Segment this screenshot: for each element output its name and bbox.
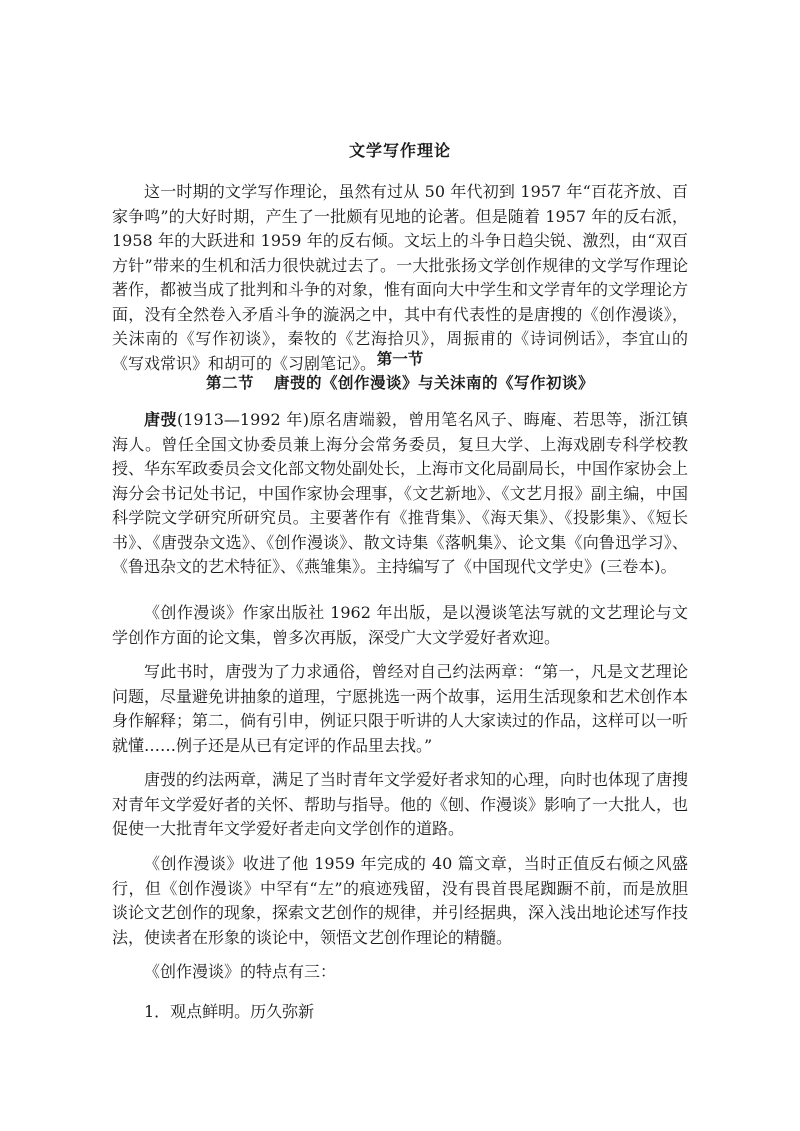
biography-name: 唐弢 xyxy=(144,410,177,429)
section-two-heading xyxy=(0,371,800,395)
biography-text: (1913—1992 年)原名唐端毅，曾用笔名风子、晦庵、若思等，浙江镇海人。曾任全国文协委员兼上海分会常务委员，复旦大学、上海戏剧专科学校教授、华东军政委员会文化部文物处副处长，上海市文化局副局长，中国作家协会上海分会书记处书记，中国作家协会理事，《文艺新地》、《文艺月报》副主编，中国科学院文学研究所研究员。主要著作有《推背集》、《海天集》、《投影集》、《短长书》、《唐弢杂文选》、《创作漫谈》、散文诗集《落帆集》、论文集《向鲁迅学习》、《鲁迅杂文的艺术特征》、《燕雏集》。主持编写了《中国现代文学史》(三卷本)。 xyxy=(112,410,689,576)
intro-paragraph: 这一时期的文学写作理论，虽然有过从 50 年代初到 1957 年“百花齐放、百家争鸣”的大好时期，产生了一批颇有见地的论著。但是随着 1957 年的反右派，1958 年的大跃进和 1959 年的反右倾。文坛上的斗争日趋尖锐、激烈，由“双百方针”带来的生机和活力很快就过去了。一大批张扬文学创作规律的文学写作理论著作，都被当成了批判和斗争的对象，惟有面向大中学生和文学青年的文学理论方面，没有全然卷入矛盾斗争的漩涡之中，其中有代表性的是唐搜的《创作漫谈》，关沫南的《写作初谈》，秦牧的《艺海拾贝》，周振甫的《诗词例话》，李宜山的《写戏常识》和胡可的《习剧笔记》。 xyxy=(112,182,689,373)
section-one-heading: 第一节 xyxy=(376,349,424,368)
section-two-title: 唐弢的《创作漫谈》与关沫南的《写作初谈》 xyxy=(274,373,595,392)
writing-rules-paragraph: 写此书时，唐弢为了力求通俗，曾经对自己约法两章：“第一，凡是文艺理论问题，尽量避免讲抽象的道理，宁愿挑选一两个故事，运用生活现象和艺术创作本身作解释；第二，倘有引申，例证只限于听讲的人大家读过的作品，这样可以一听就懂……例子还是从已有定评的作品里去找。” xyxy=(112,662,689,755)
section-two-number: 第二节 xyxy=(205,373,254,392)
page-title: 文学写作理论 xyxy=(348,141,451,160)
biography-paragraph xyxy=(112,408,688,580)
features-intro-paragraph: 《创作漫谈》的特点有三： xyxy=(144,962,337,981)
content-paragraph: 《创作漫谈》收进了他 1959 年完成的 40 篇文章，当时正值反右倾之风盛行，但《创作漫谈》中罕有“左”的痕迹残留，没有畏首畏尾踟蹰不前，而是放胆谈论文艺创作的现象，探索文艺创作的规律，并引经据典，深入浅出地论述写作技法，使读者在形象的谈论中，领悟文艺创作理论的精髓。 xyxy=(112,854,689,947)
influence-paragraph: 唐弢的约法两章，满足了当时青年文学爱好者求知的心理，向时也体现了唐搜对青年文学爱好者的关怀、帮助与指导。他的《刨、作漫谈》影响了一大批人，也促使一大批青年文学爱好者走向文学创作的道路。 xyxy=(112,770,689,838)
publication-paragraph: 《创作漫谈》作家出版社 1962 年出版，是以漫谈笔法写就的文艺理论与文学创作方面的论文集，曾多次再版，深受广大文学爱好者欢迎。 xyxy=(112,603,688,647)
feature-point-one: 1．观点鲜明。历久弥新 xyxy=(144,1002,315,1021)
